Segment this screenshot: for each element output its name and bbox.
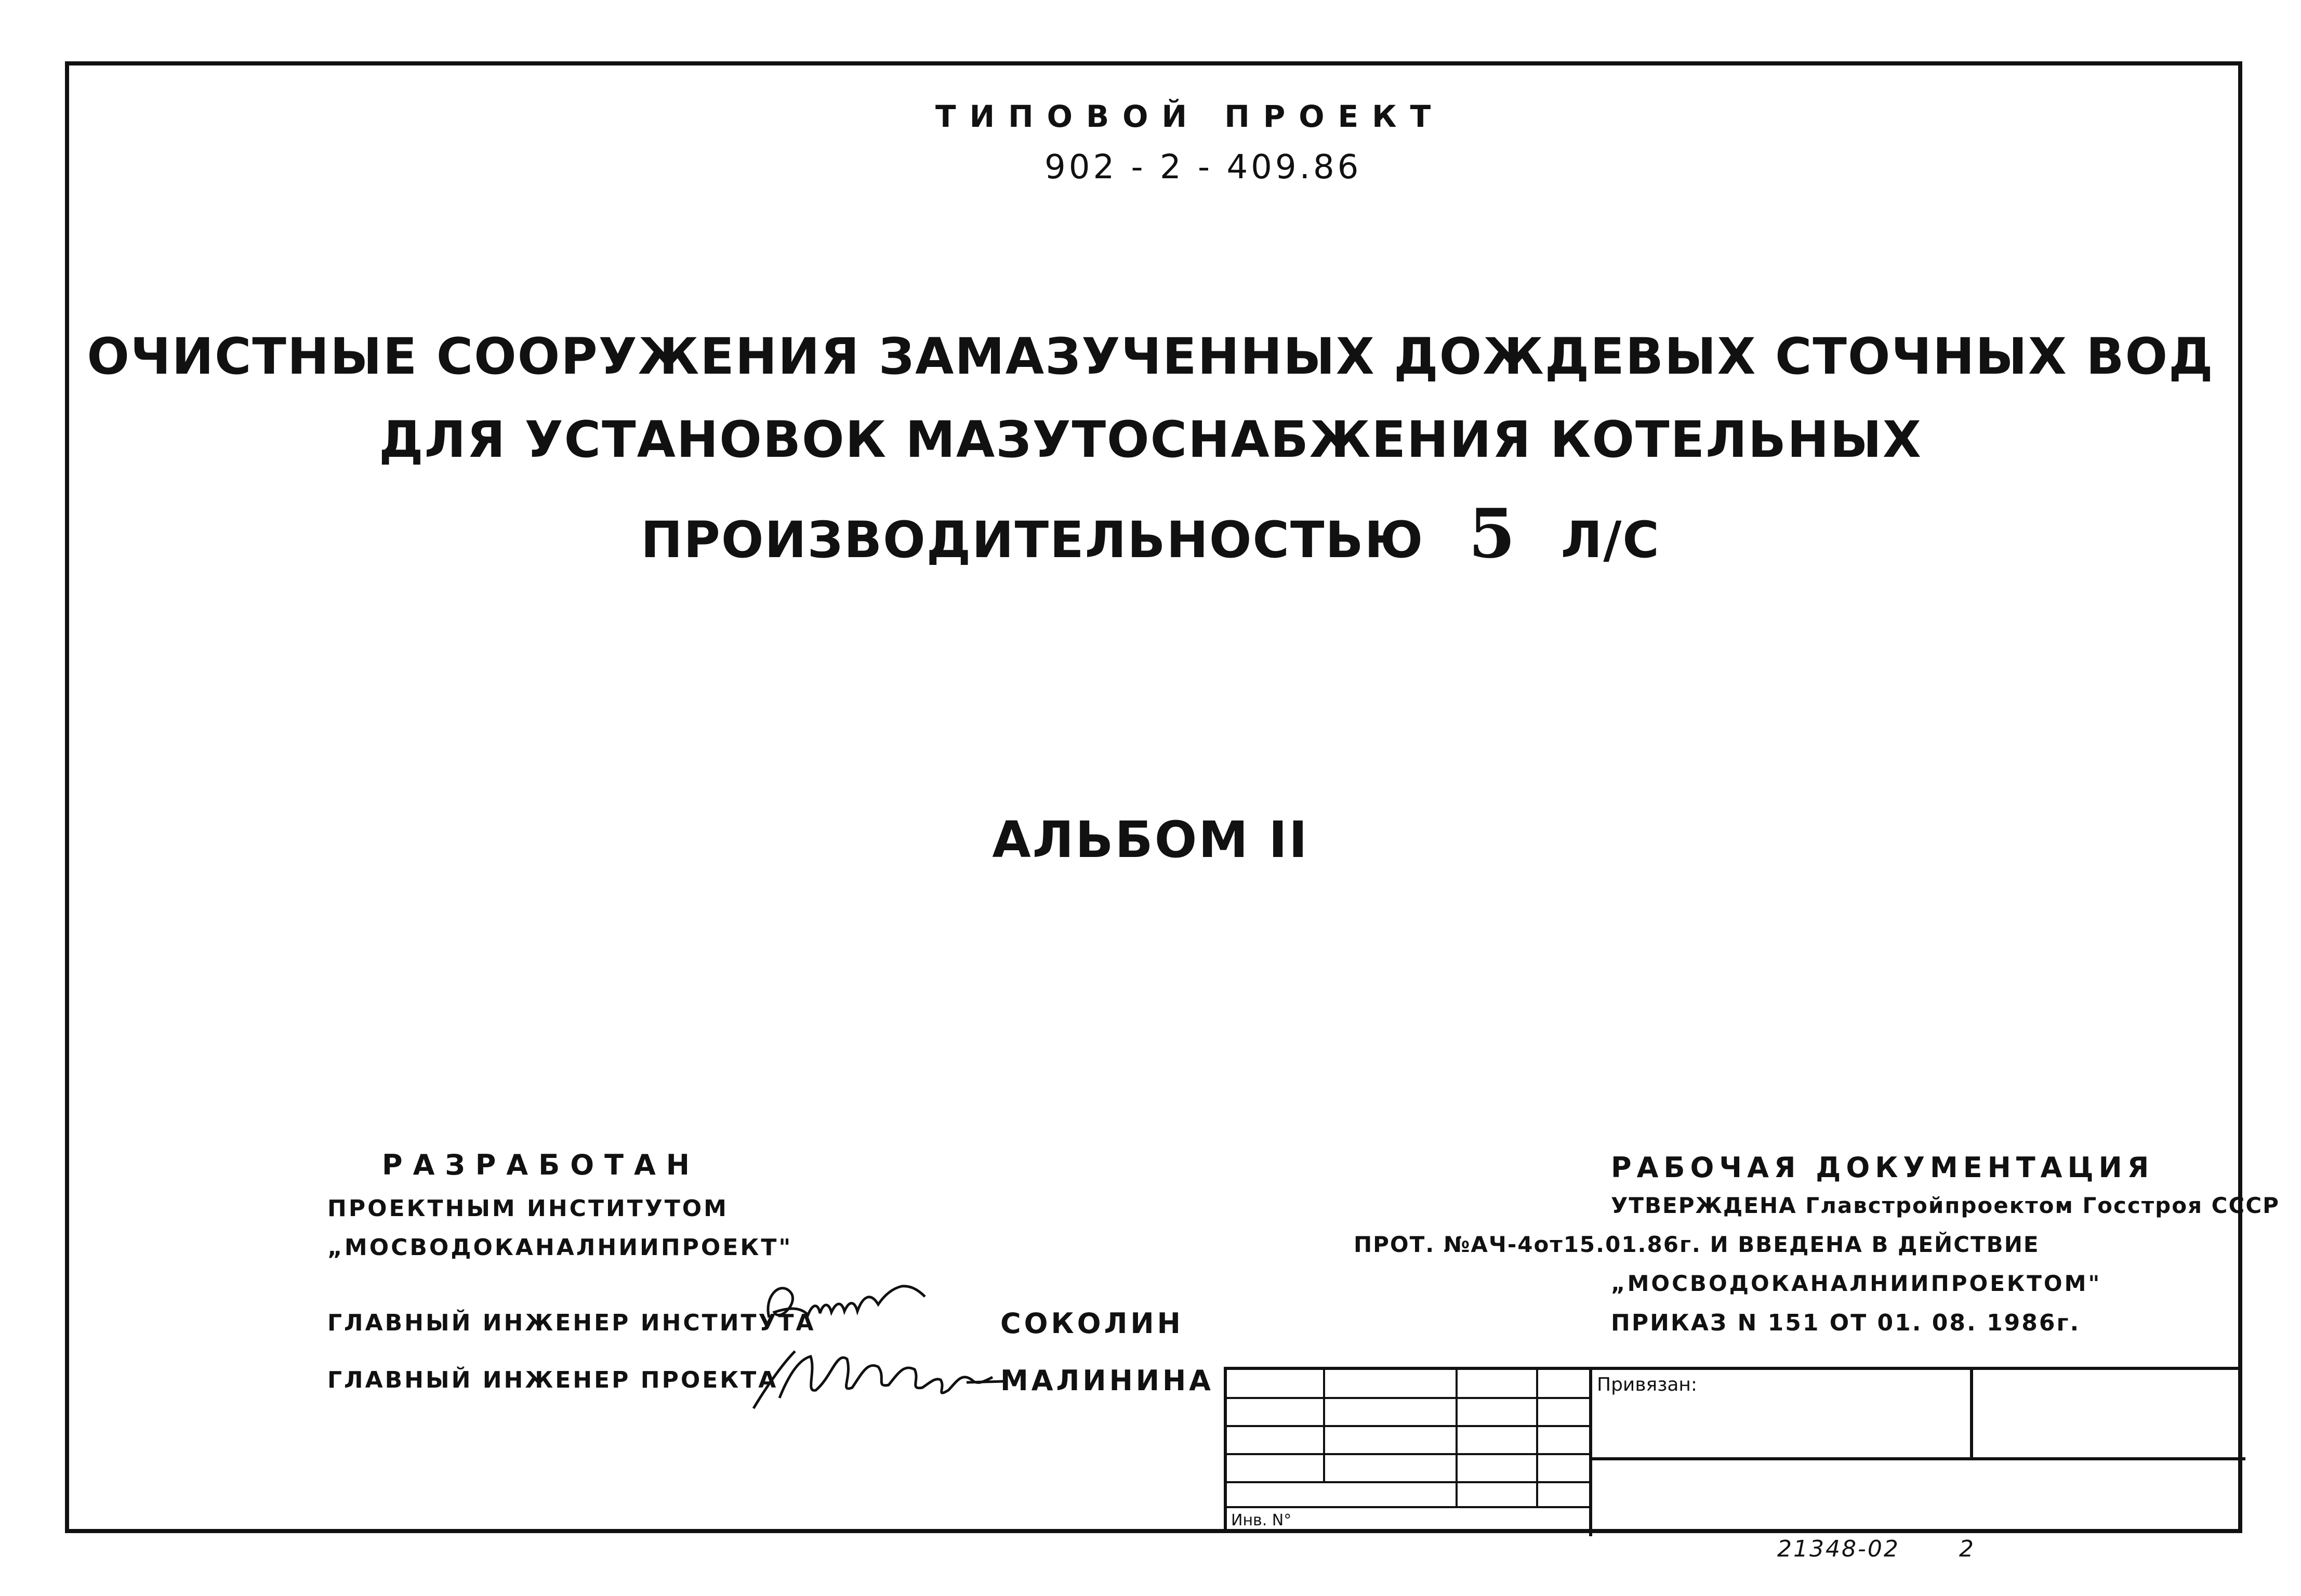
chief-engineer-project-title: ГЛАВНЫЙ ИНЖЕНЕР ПРОЕКТА: [327, 1367, 778, 1393]
signature-institute: [759, 1276, 930, 1338]
stamp-bound-label: Привязан:: [1597, 1374, 1698, 1395]
developer-line-2: „МОСВОДОКАНАЛНИИПРОЕКТ": [327, 1234, 793, 1261]
documentation-organization: „МОСВОДОКАНАЛНИИПРОЕКТОМ": [1611, 1271, 2102, 1296]
title-capacity-label: ПРОИЗВОДИТЕЛЬНОСТЬЮ: [641, 511, 1424, 569]
documentation-protocol: ПРОТ. №АЧ-4от15.01.86г. И ВВЕДЕНА В ДЕЙСТВИЕ: [1354, 1232, 2040, 1257]
documentation-heading: РАБОЧАЯ ДОКУМЕНТАЦИЯ: [1611, 1151, 2154, 1184]
project-type-label: ТИПОВОЙ ПРОЕКТ: [935, 99, 1445, 134]
title-line-3: [0, 494, 2301, 573]
footer-page-number: 2: [1959, 1536, 1974, 1562]
title-capacity-value: 5: [1468, 494, 1517, 573]
chief-engineer-institute-name: СОКОЛИН: [1000, 1307, 1184, 1340]
title-line-1: ОЧИСТНЫЕ СООРУЖЕНИЯ ЗАМАЗУЧЕННЫХ ДОЖДЕВЫХ СТОЧНЫХ ВОД: [87, 327, 2214, 386]
signature-project: [748, 1341, 1008, 1414]
title-block-stamp: [1224, 1367, 2242, 1533]
project-number: 902 - 2 - 409.86: [1044, 148, 1362, 187]
album-label: АЛЬБОМ II: [992, 811, 1309, 869]
documentation-approved: УТВЕРЖДЕНА Главстройпроектом Госстроя СССР: [1611, 1193, 2280, 1218]
documentation-order: ПРИКАЗ N 151 ОТ 01. 08. 1986г.: [1611, 1310, 2081, 1336]
footer-document-code: 21348-02: [1777, 1536, 1900, 1562]
stamp-inventory-label: Инв. N°: [1231, 1511, 1292, 1529]
chief-engineer-project-name: МАЛИНИНА: [1000, 1364, 1214, 1397]
developer-heading: РАЗРАБОТАН: [382, 1149, 700, 1181]
title-capacity-unit: Л/С: [1561, 511, 1660, 569]
chief-engineer-institute-title: ГЛАВНЫЙ ИНЖЕНЕР ИНСТИТУТА: [327, 1310, 816, 1336]
title-line-2: ДЛЯ УСТАНОВОК МАЗУТОСНАБЖЕНИЯ КОТЕЛЬНЫХ: [379, 411, 1922, 469]
developer-line-1: ПРОЕКТНЫМ ИНСТИТУТОМ: [327, 1195, 729, 1222]
